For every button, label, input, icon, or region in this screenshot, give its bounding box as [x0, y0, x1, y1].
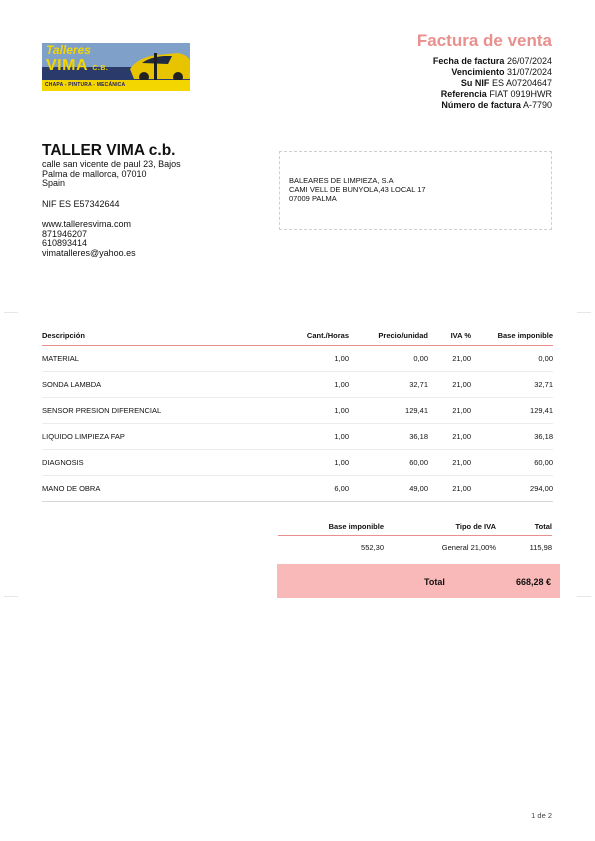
client-address-box — [279, 151, 552, 230]
item-description: LIQUIDO LIMPIEZA FAP — [42, 424, 252, 450]
item-quantity: 1,00 — [252, 346, 349, 372]
item-quantity: 1,00 — [252, 398, 349, 424]
item-description: SONDA LAMBDA — [42, 372, 252, 398]
line-items-table — [42, 326, 553, 502]
summary-base: 552,30 — [361, 542, 384, 552]
table-row — [42, 450, 553, 476]
item-description: MANO DE OBRA — [42, 476, 252, 502]
summary-header-row — [278, 518, 552, 536]
table-row — [42, 476, 553, 502]
fold-mark-left — [4, 312, 18, 313]
meta-reference: Referencia FIAT 0919HWR — [440, 89, 552, 99]
grand-total-label: Total — [424, 577, 445, 587]
item-base: 129,41 — [471, 398, 553, 424]
item-quantity: 1,00 — [252, 424, 349, 450]
item-base: 60,00 — [471, 450, 553, 476]
col-quantity: Cant./Horas — [252, 326, 349, 346]
item-iva: 21,00 — [428, 346, 471, 372]
meta-client-nif: Su NIF ES A07204647 — [460, 78, 552, 88]
col-description: Descripción — [42, 326, 252, 346]
meta-invoice-date: Fecha de factura 26/07/2024 — [432, 56, 552, 66]
company-address-line2: Palma de mallorca, 07010 — [42, 168, 147, 179]
items-header-row — [42, 326, 553, 346]
fold-mark-right-lower — [577, 596, 591, 597]
item-iva: 21,00 — [428, 372, 471, 398]
company-address-line1: calle san vicente de paul 23, Bajos — [42, 159, 181, 169]
meta-invoice-number: Número de factura A-7790 — [441, 100, 552, 110]
fold-mark-left-lower — [4, 596, 18, 597]
item-base: 294,00 — [471, 476, 553, 502]
page-number: 1 de 2 — [531, 811, 552, 820]
table-row — [42, 398, 553, 424]
summary-col-type: Tipo de IVA — [384, 518, 496, 536]
meta-due-date: Vencimiento 31/07/2024 — [451, 67, 552, 77]
col-unit-price: Precio/unidad — [349, 326, 428, 346]
item-unit-price: 0,00 — [349, 346, 428, 372]
company-email: vimatalleres@yahoo.es — [42, 247, 136, 258]
summary-total: 115,98 — [529, 542, 552, 552]
item-quantity: 1,00 — [252, 372, 349, 398]
grand-total-box — [277, 564, 560, 598]
item-base: 32,71 — [471, 372, 553, 398]
item-quantity: 1,00 — [252, 450, 349, 476]
table-row — [42, 372, 553, 398]
item-unit-price: 36,18 — [349, 424, 428, 450]
invoice-meta — [433, 56, 552, 111]
summary-col-total: Total — [496, 518, 552, 536]
item-description: MATERIAL — [42, 346, 252, 372]
company-website: www.talleresvima.com — [42, 219, 132, 229]
item-base: 0,00 — [471, 346, 553, 372]
item-description: SENSOR PRESION DIFERENCIAL — [42, 398, 252, 424]
item-unit-price: 60,00 — [349, 450, 428, 476]
client-address: CAMI VELL DE BUNYOLA,43 LOCAL 17 — [289, 185, 426, 194]
item-base: 36,18 — [471, 424, 553, 450]
item-description: DIAGNOSIS — [42, 450, 252, 476]
company-nif: NIF ES E57342644 — [42, 198, 120, 209]
item-unit-price: 129,41 — [349, 398, 428, 424]
item-unit-price: 49,00 — [349, 476, 428, 502]
item-iva: 21,00 — [428, 450, 471, 476]
col-base: Base imponible — [471, 326, 553, 346]
company-phone-2: 610893414 — [42, 238, 88, 248]
client-city: 07009 PALMA — [289, 194, 337, 203]
company-phone-1: 871946207 — [42, 228, 88, 239]
table-row — [42, 346, 553, 372]
issuer-block — [42, 143, 181, 258]
item-iva: 21,00 — [428, 424, 471, 450]
item-unit-price: 32,71 — [349, 372, 428, 398]
company-name: TALLER VIMA c.b. — [42, 142, 176, 159]
summary-col-base: Base imponible — [278, 518, 384, 536]
company-country: Spain — [42, 178, 66, 188]
fold-mark-right — [577, 312, 591, 313]
logo-title: Talleres — [46, 43, 91, 57]
company-logo — [42, 43, 190, 91]
logo-tagline: CHAPA - PINTURA - MECÁNICA — [45, 82, 126, 88]
document-title: Factura de venta — [416, 31, 552, 50]
summary-type: General 21,00% — [441, 542, 496, 552]
tax-summary-table — [278, 518, 552, 558]
col-iva: IVA % — [428, 326, 471, 346]
item-quantity: 6,00 — [252, 476, 349, 502]
logo-name: VIMA C.B. — [46, 57, 109, 74]
summary-row — [278, 536, 552, 559]
grand-total-value: 668,28 € — [515, 577, 551, 587]
client-name: BALEARES DE LIMPIEZA, S.A — [289, 176, 394, 185]
table-row — [42, 424, 553, 450]
logo-tagline-band — [42, 80, 190, 91]
item-iva: 21,00 — [428, 476, 471, 502]
item-iva: 21,00 — [428, 398, 471, 424]
